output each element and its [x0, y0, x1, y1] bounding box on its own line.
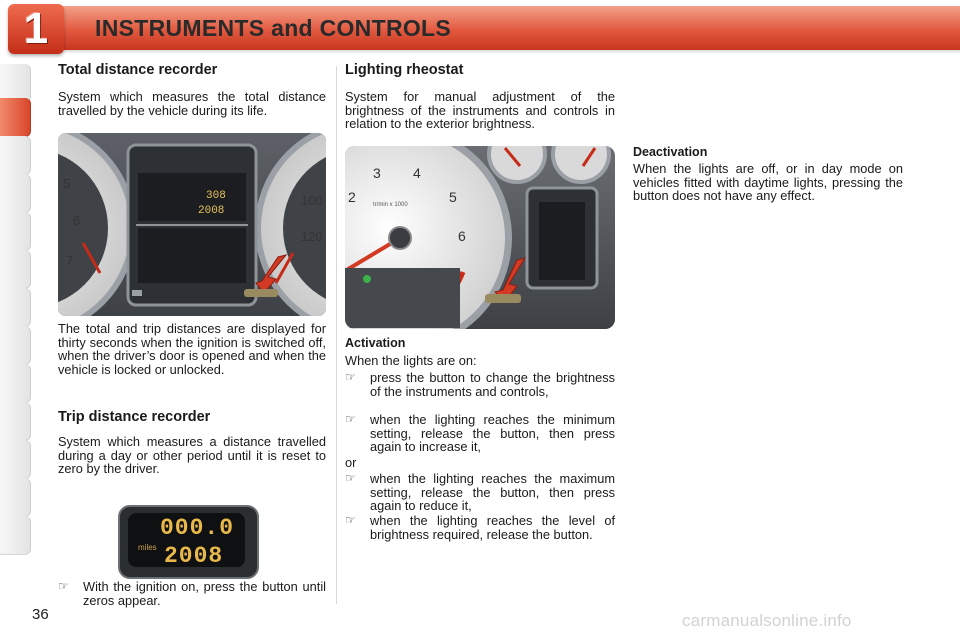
- header-shadow: [40, 50, 960, 54]
- pointing-hand-icon: ☞: [345, 412, 356, 426]
- total-distance-heading: Total distance recorder: [58, 62, 218, 78]
- svg-text:2: 2: [348, 189, 356, 205]
- svg-text:120: 120: [301, 229, 323, 244]
- trip-distance-text: System which measures a distance travelled during a day or other period until it is reset to zero by the driver.: [58, 434, 326, 477]
- activation-step-1-text: press the button to change the brightness of the instruments and controls,: [370, 370, 615, 399]
- rheostat-cluster-illustration: [345, 146, 615, 329]
- reset-instruction: [58, 580, 326, 610]
- tach-label: tr/min x 1000: [373, 202, 408, 208]
- cluster-odo-bottom: 2008: [198, 205, 225, 217]
- chapter-tab-1-active[interactable]: [0, 98, 31, 137]
- activation-step-2-text: when the lighting reaches the minimum setting, release the button, then press again to increase it,: [370, 412, 615, 455]
- total-distance-text: System which measures the total distance travelled by the vehicle during its life.: [58, 89, 326, 118]
- chapter-tab-9[interactable]: [0, 402, 31, 441]
- svg-text:3: 3: [373, 165, 381, 181]
- deactivation-text: When the lights are off, or in day mode on vehicles fitted with daytime lights, pressing the button does not have any effect.: [633, 161, 903, 204]
- svg-text:5: 5: [63, 176, 71, 191]
- svg-text:7: 7: [66, 253, 74, 268]
- column-divider: [336, 66, 337, 604]
- pointing-hand-icon: ☞: [345, 513, 356, 527]
- pointing-hand-icon: ☞: [345, 370, 356, 384]
- svg-text:5: 5: [449, 189, 457, 205]
- chapter-tab-10[interactable]: [0, 440, 31, 479]
- chapter-number-badge: [8, 4, 64, 54]
- deactivation-heading: Deactivation: [633, 145, 708, 159]
- svg-text:100: 100: [301, 193, 323, 208]
- activation-step-4: [345, 514, 615, 556]
- chapter-tab-8[interactable]: [0, 364, 31, 403]
- activation-step-4-text: when the lighting reaches the level of brightness required, release the button.: [370, 513, 615, 542]
- svg-text:6: 6: [458, 228, 466, 244]
- pointing-hand-icon: ☞: [58, 579, 69, 593]
- lcd-total-value: 2008: [164, 543, 224, 569]
- chapter-tab-11[interactable]: [0, 478, 31, 517]
- lcd-unit: miles: [138, 543, 157, 552]
- lighting-rheostat-heading: Lighting rheostat: [345, 62, 464, 78]
- chapter-tab-3[interactable]: [0, 174, 31, 213]
- trip-lcd-display: [118, 505, 259, 579]
- chapter-tabs: [0, 64, 34, 574]
- trip-distance-heading: Trip distance recorder: [58, 409, 211, 425]
- distances-displayed-text: The total and trip distances are displayed for thirty seconds when the ignition is switched off, when the driver’s door is opened and when the vehicle is locked or unlocked.: [58, 321, 326, 377]
- svg-text:6: 6: [73, 213, 81, 228]
- pointing-hand-icon: ☞: [345, 471, 356, 485]
- chapter-header: [0, 0, 960, 52]
- chapter-number: 1: [23, 4, 49, 53]
- rheostat-cluster-image: [345, 146, 615, 329]
- instrument-cluster-image: [58, 133, 326, 316]
- chapter-tab-7[interactable]: [0, 326, 31, 365]
- or-separator: or: [345, 455, 357, 470]
- chapter-tab-12[interactable]: [0, 516, 31, 555]
- activation-step-2: [345, 413, 615, 455]
- chapter-tab-2[interactable]: [0, 136, 31, 175]
- chapter-tab-4[interactable]: [0, 212, 31, 251]
- instrument-cluster-illustration: [58, 133, 326, 316]
- watermark: carmanualsonline.info: [682, 611, 852, 630]
- lighting-rheostat-intro: System for manual adjustment of the brightness of the instruments and controls in relation to the exterior brightness.: [345, 89, 615, 132]
- activation-intro: When the lights are on:: [345, 353, 477, 368]
- reset-instruction-text: With the ignition on, press the button until zeros appear.: [83, 579, 326, 608]
- cluster-odo-top: 308: [206, 190, 226, 202]
- page-title: INSTRUMENTS and CONTROLS: [95, 15, 452, 41]
- activation-step-3-text: when the lighting reaches the maximum setting, release the button, then press again to reduce it,: [370, 471, 615, 514]
- lcd-trip-value: 000.0: [160, 515, 235, 541]
- activation-step-3: [345, 472, 615, 514]
- chapter-tab-6[interactable]: [0, 288, 31, 327]
- svg-text:4: 4: [413, 165, 421, 181]
- activation-step-1: [345, 371, 615, 413]
- activation-heading: Activation: [345, 336, 406, 350]
- page-number: 36: [32, 606, 49, 623]
- chapter-tab-5[interactable]: [0, 250, 31, 289]
